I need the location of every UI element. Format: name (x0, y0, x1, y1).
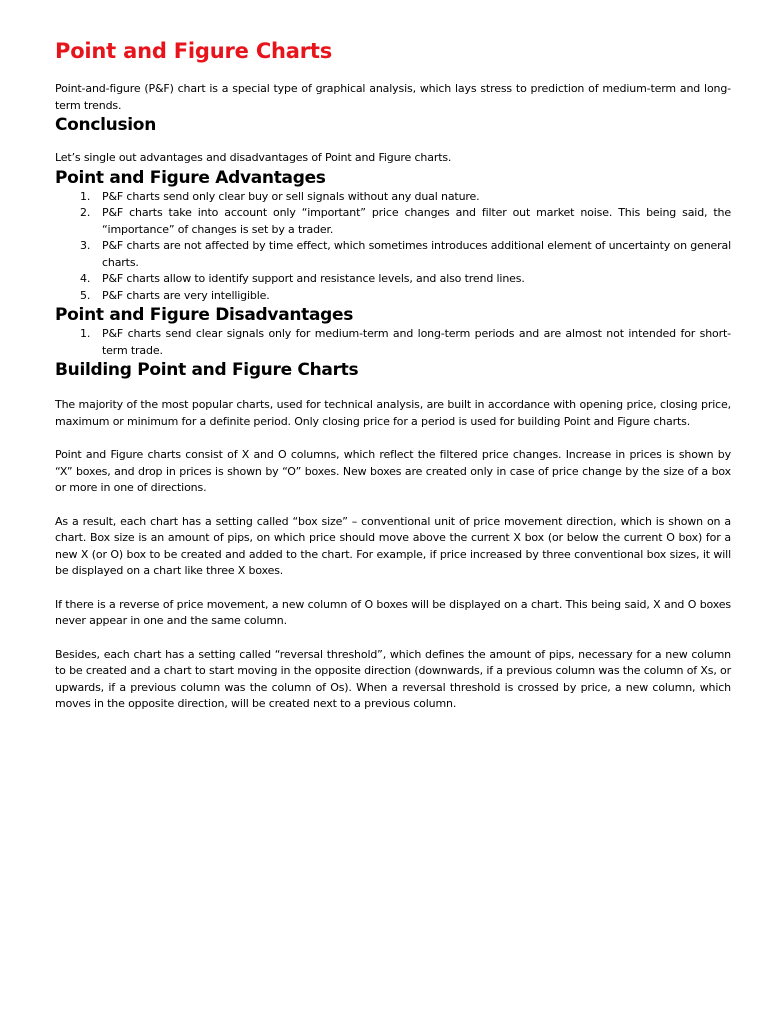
building-paragraph-2: Point and Figure charts consist of X and O columns, which reflect the filtered price changes. Increase in prices is shown by “X” boxes, and drop in prices is shown by “O” boxes. New boxes are created only in case of price change by the size of a box or more in one of directions. (55, 448, 731, 494)
conclusion-paragraph: Let’s single out advantages and disadvantages of Point and Figure charts. (55, 151, 452, 164)
building-paragraph-3: As a result, each chart has a setting called “box size” – conventional unit of price movement direction, which is shown on a chart. Box size is an amount of pips, on which price should move above the current X box (or below the current O box) for a new X (or O) box to be created and added to the chart. For example, if price increased by three conventional box sizes, it will be displayed on a chart like three X boxes. (55, 514, 731, 577)
list-item-number: 1. (80, 327, 91, 340)
advantages-list (55, 189, 731, 305)
building-heading: Building Point and Figure Charts (55, 360, 359, 380)
list-item (55, 205, 731, 238)
building-paragraph-5: Besides, each chart has a setting called “reversal threshold”, which defines the amount of pips, necessary for a new column to be created and a chart to start moving in the opposite direction (downwards, if a previous column was the column of Xs, or upwards, if a previous column was the column of Os). When a reversal threshold is crossed by price, a new column, which moves in the opposite direction, will be created next to a previous column. (55, 647, 731, 710)
list-item (55, 271, 731, 288)
list-item-number: 3. (80, 239, 91, 252)
building-paragraph-4: If there is a reverse of price movement, a new column of O boxes will be displayed on a chart. This being said, X and O boxes never appear in one and the same column. (55, 597, 731, 627)
building-paragraph-1: The majority of the most popular charts, used for technical analysis, are built in accordance with opening price, closing price, maximum or minimum for a definite period. Only closing price for a period is used for building Point and Figure charts. (55, 398, 731, 428)
list-item-text: P&F charts are not affected by time effect, which sometimes introduces additional element of uncertainty on general charts. (102, 239, 731, 269)
conclusion-heading: Conclusion (55, 115, 156, 135)
advantages-heading: Point and Figure Advantages (55, 167, 326, 188)
list-item-text: P&F charts allow to identify support and resistance levels, and also trend lines. (102, 272, 525, 285)
list-item-text: P&F charts take into account only “important” price changes and filter out market noise. This being said, the “importance” of changes is set by a trader. (102, 206, 731, 236)
list-item-text: P&F charts send only clear buy or sell signals without any dual nature. (102, 189, 480, 203)
list-item-number: 5. (80, 288, 91, 302)
list-item-number: 2. (80, 206, 91, 219)
disadvantages-list (55, 326, 731, 359)
list-item (55, 238, 731, 271)
list-item-text: P&F charts are very intelligible. (102, 288, 270, 302)
intro-paragraph: Point-and-figure (P&F) chart is a special type of graphical analysis, which lays stress to prediction of medium-term and long-term trends. (55, 82, 731, 112)
disadvantages-heading: Point and Figure Disadvantages (55, 305, 354, 325)
list-item (55, 189, 731, 206)
list-item-text: P&F charts send clear signals only for medium-term and long-term periods and are almost not intended for short-term trade. (102, 327, 731, 357)
list-item (55, 288, 731, 305)
list-item-number: 1. (80, 189, 91, 203)
document-title: Point and Figure Charts (55, 39, 333, 63)
list-item-number: 4. (80, 272, 91, 285)
list-item (55, 326, 731, 359)
